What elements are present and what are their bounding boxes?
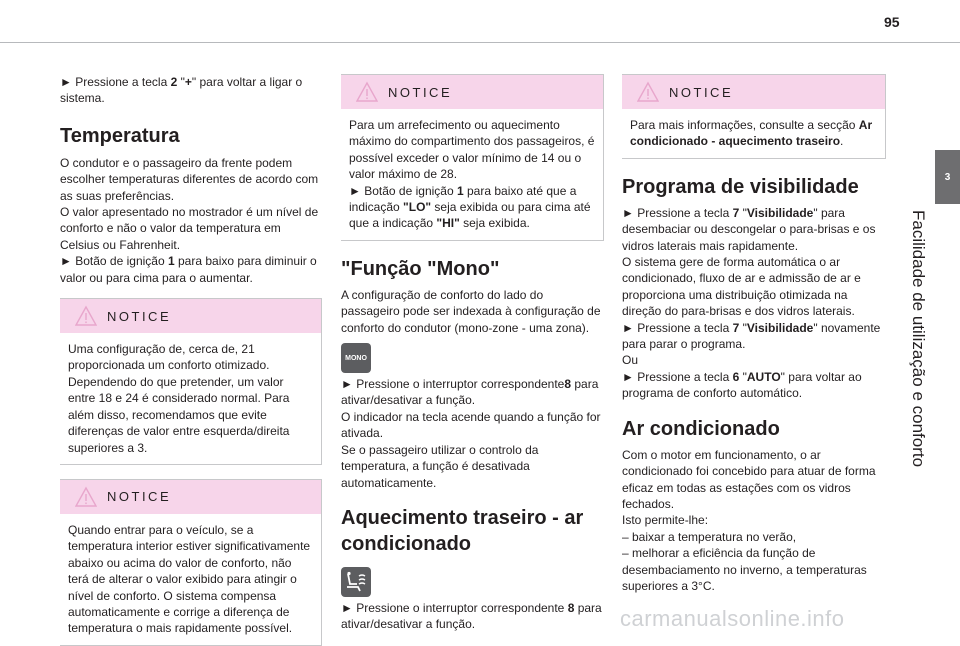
notice-box-comfort xyxy=(60,298,322,465)
notice-header xyxy=(60,299,321,333)
air-conditioning-heading: Ar condicionado xyxy=(622,417,780,440)
column-left xyxy=(60,74,322,646)
visibility-paragraph-1: ► Pressione a tecla 7 "Visibilidade" para desembaciar ou descongelar o para-brisas e os vidros laterais mais rapidamente. xyxy=(622,205,876,253)
column-right xyxy=(622,74,886,594)
notice-title: NOTICE xyxy=(669,84,734,100)
visibility-paragraph-3: ► Pressione a tecla 7 "Visibilidade" novamente para parar o programa. xyxy=(622,320,881,352)
chapter-tab[interactable]: 3 xyxy=(935,150,960,204)
notice-text: Para um arrefecimento ou aquecimento máximo do compartimento dos passageiros, é possível exceder o valor mínimo de 14 ou o valor máximo de 28. xyxy=(349,118,595,182)
notice-text: Para mais informações, consulte a secção Ar condicionado - aquecimento traseiro. xyxy=(630,118,873,149)
visibility-heading: Programa de visibilidade xyxy=(622,175,859,198)
seat-fan-icon xyxy=(344,571,368,593)
intro-paragraph: ► Pressione a tecla 2 "+" para voltar a ligar o sistema. xyxy=(60,75,303,106)
warning-triangle-icon xyxy=(75,486,97,508)
temperature-paragraph-2: O valor apresentado no mostrador é um nível de conforto e não o valor da temperatura em Celsius ou Fahrenheit. xyxy=(60,205,319,252)
notice-text-ignition: ► Botão de ignição 1 para baixo até que a indicação "LO" seja exibida ou para cima até que a indicação "HI" seja exibida. xyxy=(349,183,591,231)
notice-title: NOTICE xyxy=(107,308,172,324)
notice-box-entry xyxy=(60,479,322,646)
notice-title: NOTICE xyxy=(107,489,172,505)
air-conditioning-paragraph-1: Com o motor em funcionamento, o ar condicionado foi concebido para atuar de forma eficaz em todas as estações com os vidros fechados. xyxy=(622,447,876,511)
rear-heating-paragraph: ► Pressione o interruptor correspondente 8 para ativar/desativar a função. xyxy=(341,600,602,632)
notice-box-more-info xyxy=(622,74,886,159)
rear-heating-heading: Aquecimento traseiro - ar condicionado xyxy=(341,506,584,555)
air-conditioning-list-item-2: – melhorar a eficiência da função de desembaciamento no inverno, a temperaturas superiores a 3°C. xyxy=(622,546,867,593)
mono-paragraph-4: Se o passageiro utilizar o controlo da temperatura, a função é desativada automaticamente. xyxy=(341,442,539,490)
warning-triangle-icon xyxy=(356,81,378,103)
temperature-paragraph-1: O condutor e o passageiro da frente podem escolher temperaturas diferentes de acordo com as suas preferências. xyxy=(60,155,319,203)
warning-triangle-icon xyxy=(637,81,659,103)
mono-paragraph-2: ► Pressione o interruptor correspondente8 para ativar/desativar a função. xyxy=(341,377,599,408)
air-conditioning-paragraph-2: Isto permite-lhe: xyxy=(622,513,709,528)
cross-reference-link[interactable]: Ar condicionado - aquecimento traseiro xyxy=(630,118,873,149)
notice-header xyxy=(60,480,321,514)
mono-paragraph-1: A configuração de conforto do lado do passageiro pode ser indexada à configuração de conforto do condutor (mono-zone - uma zona). xyxy=(341,287,601,335)
column-middle xyxy=(341,74,604,633)
temperature-heading: Temperatura xyxy=(60,124,180,147)
notice-box-max-temperature xyxy=(341,74,604,241)
mono-heading: "Função "Mono" xyxy=(341,257,500,280)
watermark: carmanualsonline.info xyxy=(620,606,845,631)
warning-triangle-icon xyxy=(75,305,97,327)
chapter-title: Facilidade de utilização e conforto xyxy=(909,210,928,468)
notice-text: Uma configuração de, cerca de, 21 proporcionada um conforto otimizado. Dependendo do que pretender, um valor entre 18 e 24 é considerado normal. Para além disso, recomendamos que evite diferenças de valor entre esquerda/direita superiores a 3. xyxy=(68,342,290,455)
air-conditioning-list-item-1: – baixar a temperatura no verão, xyxy=(622,529,797,544)
notice-header xyxy=(622,75,885,109)
page-number: 95 xyxy=(884,14,900,30)
mono-button-icon: MONO xyxy=(341,343,371,373)
rear-heating-button-icon xyxy=(341,567,371,597)
visibility-paragraph-5: ► Pressione a tecla 6 "AUTO" para voltar ao programa de conforto automático. xyxy=(622,369,862,401)
notice-title: NOTICE xyxy=(388,84,453,100)
notice-header xyxy=(341,75,603,109)
temperature-paragraph-3: ► Botão de ignição 1 para baixo para diminuir o valor ou para cima para o aumentar. xyxy=(60,254,317,285)
notice-text: Quando entrar para o veículo, se a temperatura interior estiver significativamente abaixo ou acima do valor de conforto, não terá de alterar o valor exibido para atingir o nível de conforto. O sistema compensa automaticamente e corrige a diferença de temperatura o mais rapidamente possível. xyxy=(68,522,311,636)
visibility-paragraph-2: O sistema gere de forma automática o ar condicionado, fluxo de ar e admissão de ar e proporciona uma distribuição otimizada na direção do para-brisas e dos vidros laterais. xyxy=(622,255,861,319)
mono-paragraph-3: O indicador na tecla acende quando a função for ativada. xyxy=(341,409,601,441)
visibility-paragraph-4: Ou xyxy=(622,353,639,368)
header-divider xyxy=(0,42,960,43)
